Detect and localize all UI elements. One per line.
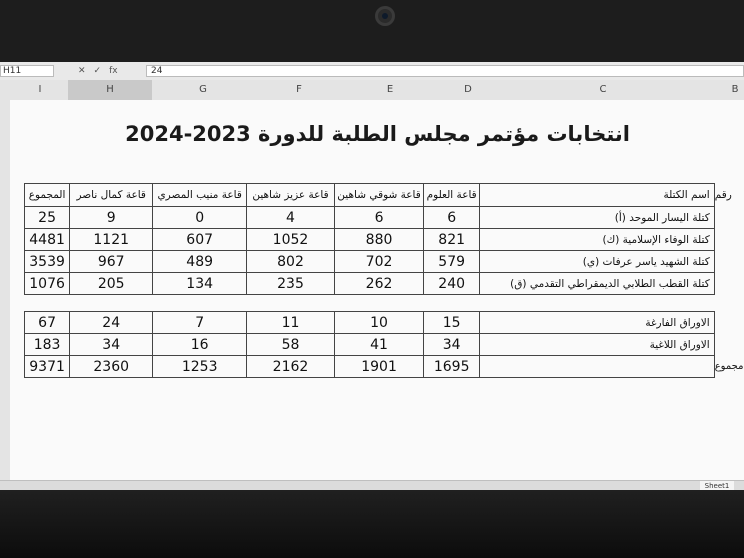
total-row bbox=[25, 356, 744, 378]
table-cell[interactable]: 34 bbox=[424, 334, 480, 356]
table-cell[interactable]: 1253 bbox=[153, 356, 247, 378]
table-cell[interactable] bbox=[714, 251, 743, 273]
table-cell[interactable]: 7 bbox=[153, 312, 247, 334]
table-cell[interactable]: 24 bbox=[70, 312, 153, 334]
table-cell[interactable]: 262 bbox=[334, 273, 423, 295]
header-cell[interactable]: قاعة عزيز شاهين bbox=[247, 184, 335, 207]
table-row bbox=[25, 251, 744, 273]
laptop-lower-bezel bbox=[0, 490, 744, 558]
table-cell[interactable]: 1052 bbox=[247, 229, 335, 251]
table-cell[interactable]: 34 bbox=[70, 334, 153, 356]
column-header-i[interactable]: I bbox=[38, 84, 42, 95]
table-cell[interactable]: 240 bbox=[424, 273, 480, 295]
function-icon[interactable]: fx bbox=[109, 66, 118, 76]
table-cell[interactable]: 205 bbox=[70, 273, 153, 295]
table-cell[interactable]: 880 bbox=[334, 229, 423, 251]
table-cell[interactable]: 821 bbox=[424, 229, 480, 251]
summary-row bbox=[25, 312, 744, 334]
table-cell[interactable]: الاوراق اللاغية bbox=[480, 334, 715, 356]
table-cell[interactable]: 579 bbox=[424, 251, 480, 273]
table-cell[interactable] bbox=[714, 312, 743, 334]
table-cell[interactable]: كتلة اليسار الموحد (أ) bbox=[480, 207, 715, 229]
formula-input[interactable]: 24 bbox=[146, 65, 744, 77]
header-cell[interactable]: رقم bbox=[714, 189, 732, 201]
header-cell[interactable]: المجموع bbox=[25, 184, 70, 207]
table-cell[interactable]: 2162 bbox=[247, 356, 335, 378]
table-cell[interactable]: 6 bbox=[334, 207, 423, 229]
results-table bbox=[24, 183, 744, 378]
table-cell[interactable]: 15 bbox=[424, 312, 480, 334]
column-header-d[interactable]: D bbox=[464, 84, 472, 95]
table-cell[interactable]: 6 bbox=[424, 207, 480, 229]
header-row bbox=[25, 184, 744, 207]
table-cell[interactable] bbox=[714, 229, 743, 251]
table-cell[interactable]: 235 bbox=[247, 273, 335, 295]
table-cell[interactable]: 1901 bbox=[334, 356, 423, 378]
table-cell[interactable]: كتلة القطب الطلابي الديمقراطي التقدمي (ق) bbox=[480, 273, 715, 295]
table-cell[interactable]: 3539 bbox=[25, 251, 70, 273]
table-cell[interactable]: 802 bbox=[247, 251, 335, 273]
table-cell[interactable]: 4481 bbox=[25, 229, 70, 251]
table-cell[interactable]: 67 bbox=[25, 312, 70, 334]
header-cell[interactable]: قاعة كمال ناصر bbox=[70, 184, 153, 207]
table-cell[interactable] bbox=[714, 273, 743, 295]
column-header-h[interactable]: H bbox=[106, 84, 114, 95]
table-cell[interactable]: 0 bbox=[153, 207, 247, 229]
spacer-row bbox=[25, 295, 744, 312]
table-cell[interactable]: 702 bbox=[334, 251, 423, 273]
column-headers bbox=[0, 80, 744, 101]
formula-bar bbox=[0, 62, 744, 81]
table-cell[interactable]: 607 bbox=[153, 229, 247, 251]
spreadsheet-window bbox=[0, 62, 744, 490]
table-cell[interactable]: 1121 bbox=[70, 229, 153, 251]
table-row bbox=[25, 273, 744, 295]
column-header-g[interactable]: G bbox=[199, 84, 207, 95]
table-cell[interactable] bbox=[714, 334, 743, 356]
table-cell[interactable]: 58 bbox=[247, 334, 335, 356]
formula-buttons bbox=[78, 65, 138, 77]
table-cell[interactable]: كتلة الوفاء الإسلامية (ك) bbox=[480, 229, 715, 251]
header-cell[interactable]: قاعة شوقي شاهين bbox=[334, 184, 423, 207]
table-cell[interactable]: مجموع bbox=[714, 361, 744, 372]
table-cell[interactable] bbox=[714, 207, 743, 229]
header-cell[interactable]: اسم الكتلة bbox=[480, 184, 715, 207]
name-box[interactable]: H11 bbox=[0, 65, 54, 77]
table-cell[interactable]: 10 bbox=[334, 312, 423, 334]
table-row bbox=[25, 229, 744, 251]
table-cell[interactable]: 1695 bbox=[424, 356, 480, 378]
sheet-tab[interactable]: Sheet1 bbox=[700, 481, 734, 491]
webcam-icon bbox=[375, 6, 395, 26]
header-cell[interactable]: قاعة العلوم bbox=[424, 184, 480, 207]
laptop-bezel bbox=[0, 0, 744, 62]
table-cell[interactable]: كتلة الشهيد ياسر عرفات (ي) bbox=[480, 251, 715, 273]
table-cell[interactable]: الاوراق الفارغة bbox=[480, 312, 715, 334]
table-cell[interactable]: 41 bbox=[334, 334, 423, 356]
worksheet bbox=[10, 100, 744, 480]
column-header-e[interactable]: E bbox=[386, 84, 394, 95]
table-cell[interactable]: 4 bbox=[247, 207, 335, 229]
table-cell[interactable]: 489 bbox=[153, 251, 247, 273]
table-row bbox=[25, 207, 744, 229]
header-cell[interactable]: قاعة منيب المصري bbox=[153, 184, 247, 207]
summary-row bbox=[25, 334, 744, 356]
table-cell[interactable]: 11 bbox=[247, 312, 335, 334]
table-cell[interactable]: 1076 bbox=[25, 273, 70, 295]
table-cell[interactable]: 134 bbox=[153, 273, 247, 295]
column-header-b[interactable]: B bbox=[731, 84, 739, 95]
enter-icon[interactable]: ✓ bbox=[93, 66, 102, 76]
table-cell[interactable]: 16 bbox=[153, 334, 247, 356]
table-cell[interactable]: 25 bbox=[25, 207, 70, 229]
table-cell[interactable]: 9371 bbox=[25, 356, 70, 378]
table-cell[interactable]: 9 bbox=[70, 207, 153, 229]
table-cell[interactable]: 967 bbox=[70, 251, 153, 273]
table-cell[interactable]: 2360 bbox=[70, 356, 153, 378]
sheet-title: انتخابات مؤتمر مجلس الطلبة للدورة 2023-2024 bbox=[125, 122, 630, 146]
column-header-f[interactable]: F bbox=[296, 84, 302, 95]
cancel-icon[interactable]: ✕ bbox=[78, 66, 86, 76]
column-header-c[interactable]: C bbox=[599, 84, 607, 95]
table-cell[interactable] bbox=[480, 356, 715, 378]
table-cell[interactable]: 183 bbox=[25, 334, 70, 356]
